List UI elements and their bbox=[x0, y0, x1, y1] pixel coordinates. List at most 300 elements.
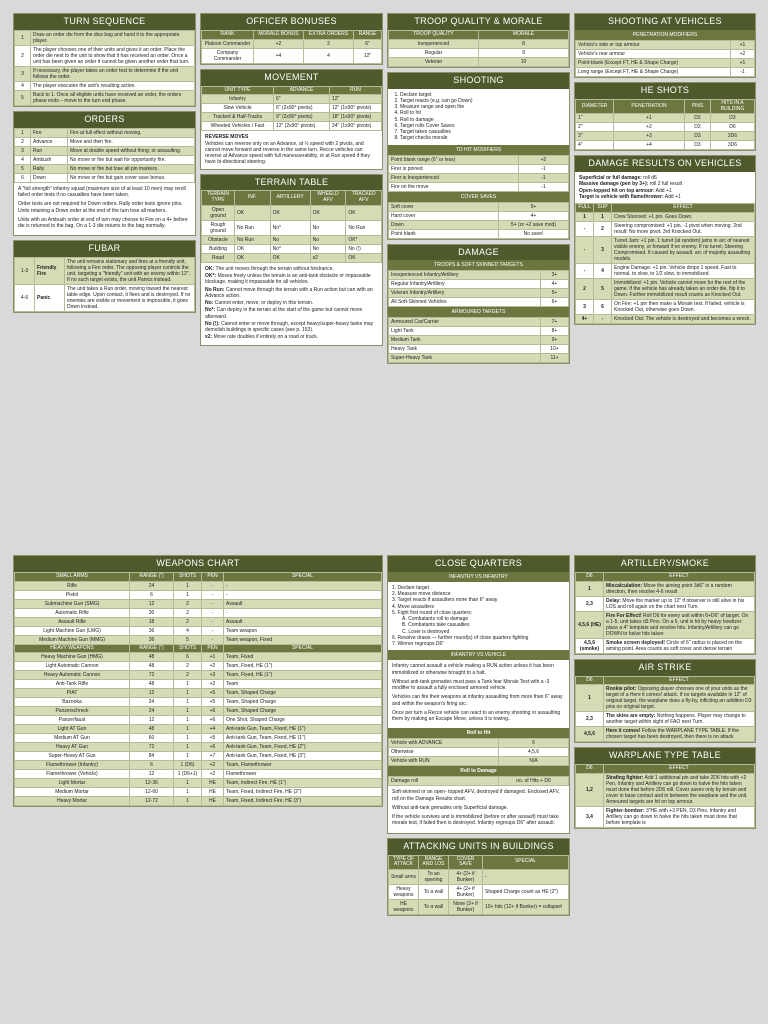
damage-vehicles-panel bbox=[574, 155, 756, 325]
orders-cell: Rally bbox=[31, 164, 68, 173]
close-quarters-step: 4. Move assaulters bbox=[392, 603, 434, 610]
warplane-effect-text: Add 1 additional pin and take 2D6 hits with +2 Pen. Infantry and Artillery can go down to halve the hits taken must done that before 2D6 roll. Cover saves only by terrain and cover in base contact and in between the warplane and the unit. Armoured targets are hit on top armour. bbox=[606, 774, 748, 805]
heavy-weapons-cell: 1 (D6) bbox=[174, 761, 202, 770]
damage-vehicles-cell: 2 bbox=[576, 278, 594, 299]
close-quarters-step: 3. Target reacts if assaulters more than 6" away bbox=[392, 597, 498, 604]
soft-targets-title: TROOPS & SOFT SKINNED TARGETS bbox=[388, 260, 569, 270]
roll-to-damage-paragraph: Without anti-tank grenades only Superficial damage. bbox=[392, 804, 508, 811]
buildings-cell: 10+ hits (12+ if Bunker) = collapse! bbox=[483, 900, 569, 915]
heavy-weapons-cell: 1 bbox=[174, 698, 202, 707]
turn-sequence-row bbox=[15, 45, 195, 66]
damage-vehicles-row bbox=[576, 212, 755, 221]
inf-vs-veh-paragraph: Infantry cannot assault a vehicle making a RUN action unless it has been immobilized or otherwise brought to a halt. bbox=[392, 663, 554, 676]
terrain-note bbox=[205, 273, 378, 286]
terrain-note-text: Moves freely unless the terrain is an anti-tank obstacle or impassable blockage, making it impassable for all vehicles. bbox=[205, 273, 371, 286]
buildings-cell: To a wall bbox=[419, 900, 449, 915]
heavy-weapons-cell: HE bbox=[202, 797, 224, 806]
heavy-weapons-cell: 6 bbox=[174, 653, 202, 662]
soft-target-row bbox=[389, 271, 569, 280]
turn-sequence-title: TURN SEQUENCE bbox=[14, 14, 195, 30]
artillery-die-cell: 1 bbox=[576, 581, 604, 596]
air-strike-effect-text: Follow the WARPLANE TYPE TABLE. If the chosen target has been destroyed, then there is no attack bbox=[606, 728, 739, 741]
damage-vehicles-cell: Engine Damage: +1 pin. Vehicle drops 1 speed. Fast to normal, to slow, to 1/2 slow, to immobilized. bbox=[612, 263, 755, 278]
shooting-step: 6. Target rolls Cover Saves bbox=[400, 123, 565, 129]
warplane-row bbox=[576, 773, 755, 806]
small-arms-header-row bbox=[15, 572, 382, 581]
small-arms-header-cell: SHOTS bbox=[174, 572, 202, 581]
small-arms-cell: 36 bbox=[130, 635, 174, 644]
turn-sequence-row bbox=[15, 66, 195, 81]
small-arms-cell: - bbox=[202, 608, 224, 617]
damage-vehicles-row bbox=[576, 221, 755, 236]
buildings-row bbox=[389, 885, 569, 900]
artillery-header-cell: EFFECT bbox=[604, 572, 755, 581]
officer-cell: Platoon Commander bbox=[202, 39, 254, 48]
small-arms-row bbox=[15, 617, 382, 626]
small-arms-cell: - bbox=[224, 581, 382, 590]
inf-vs-veh-paragraph: Vehicles can fire their weapons at infantry assaulting from more than 6" away and within the weapon's firing arc. bbox=[392, 694, 563, 707]
troop-quality-cell: 9 bbox=[479, 48, 569, 57]
heavy-weapons-cell: Team, Shaped Charge bbox=[224, 698, 382, 707]
warplane-header-row bbox=[576, 765, 755, 774]
movement-row bbox=[202, 122, 382, 131]
heavy-weapons-cell: Panzerfaust bbox=[15, 716, 130, 725]
shooting-step: 2. Target reacts (e.g. can go Down) bbox=[400, 98, 565, 104]
small-arms-cell: Assault bbox=[224, 617, 382, 626]
small-arms-cell: - bbox=[224, 590, 382, 599]
penetration-cell: Long range (Except FT, HE & Shape Charge) bbox=[576, 67, 731, 76]
damage-vehicles-table bbox=[575, 203, 755, 324]
he-shots-header-cell: PINS bbox=[685, 99, 711, 114]
buildings-row bbox=[389, 870, 569, 885]
damage-vehicles-row bbox=[576, 236, 755, 263]
heavy-weapons-cell: One Shot, Shaped Charge bbox=[224, 716, 382, 725]
damage-title: DAMAGE bbox=[388, 245, 569, 261]
to-hit-row bbox=[389, 155, 569, 164]
armoured-target-cell: 10+ bbox=[541, 345, 569, 354]
small-arms-cell: 12 bbox=[130, 599, 174, 608]
small-arms-header-cell: RANGE (") bbox=[130, 572, 174, 581]
heavy-weapons-row bbox=[15, 698, 382, 707]
officer-header-cell: EXTRA ORDERS bbox=[304, 30, 354, 39]
he-shots-cell: 3D6 bbox=[711, 141, 755, 150]
heavy-weapons-header-row bbox=[15, 644, 382, 653]
officer-cell: Company Commander bbox=[202, 48, 254, 63]
small-arms-cell: - bbox=[202, 599, 224, 608]
officer-header-cell: RANGE bbox=[354, 30, 382, 39]
buildings-header-row bbox=[389, 855, 569, 870]
troop-quality-row bbox=[389, 39, 569, 48]
terrain-cell: No (!) bbox=[346, 244, 382, 253]
heavy-weapons-cell: +6 bbox=[202, 716, 224, 725]
small-arms-cell: - bbox=[202, 635, 224, 644]
damage-vehicles-row bbox=[576, 263, 755, 278]
artillery-panel bbox=[574, 555, 756, 655]
movement-cell: Slow Vehicle bbox=[202, 104, 274, 113]
heavy-weapons-cell: +6 bbox=[202, 707, 224, 716]
terrain-note bbox=[205, 307, 378, 320]
heavy-weapons-cell: Medium Mortar bbox=[15, 788, 130, 797]
heavy-weapons-cell: Light AT Gun bbox=[15, 725, 130, 734]
close-quarters-step: A. Combatants roll to damage bbox=[402, 616, 469, 623]
terrain-note bbox=[205, 287, 378, 300]
heavy-weapons-cell: Anti-tank Gun, Team, Fixed, HE (3") bbox=[224, 752, 382, 761]
artillery-effect-text: Roll D6 for every unit within 6+D6" of target. On a 1-5, unit takes d3 Pins. On a 6, unit is hit by heavy howitzer: place a 4" template and resolve hits. Infantry/Artillery can go DOWN to halve hits taken bbox=[606, 612, 749, 637]
troop-quality-row bbox=[389, 48, 569, 57]
air-strike-effect-name: The skies are empty: bbox=[606, 713, 656, 720]
buildings-table bbox=[388, 855, 569, 916]
buildings-cell: Small arms bbox=[389, 870, 419, 885]
heavy-weapons-row bbox=[15, 734, 382, 743]
air-strike-row bbox=[576, 685, 755, 712]
column-artillery bbox=[574, 555, 756, 829]
damage-vehicles-header-row bbox=[576, 204, 755, 213]
terrain-cell: Road bbox=[202, 253, 235, 262]
small-arms-cell: Team weapon, Fixed bbox=[224, 635, 382, 644]
armoured-target-cell: 9+ bbox=[541, 336, 569, 345]
heavy-weapons-cell: 12-60 bbox=[130, 788, 174, 797]
to-hit-row bbox=[389, 182, 569, 191]
shooting-step: 5. Roll to damage bbox=[400, 117, 565, 123]
troop-quality-row bbox=[389, 57, 569, 66]
heavy-weapons-cell: Heavy Automatic Cannon bbox=[15, 671, 130, 680]
he-shots-cell: D6 bbox=[711, 123, 755, 132]
air-strike-effect-text: Opposing player chooses one of your units as the target of a Here it comes! attack. If no targets available in 12" of original target, the warplane does a fly-by, inflicting an addition D3 pins on original target. bbox=[606, 686, 752, 711]
artillery-effect-name: Miscalculation: bbox=[606, 582, 643, 589]
to-hit-cell: Firer is pinned bbox=[389, 164, 519, 173]
to-hit-title: TO HIT MODIFIERS bbox=[388, 145, 569, 155]
fubar-title: FUBAR bbox=[14, 241, 195, 257]
heavy-weapons-cell: Team, Shaped Charge bbox=[224, 707, 382, 716]
warplane-table bbox=[575, 764, 755, 828]
cover-save-row bbox=[389, 202, 569, 211]
damage-vehicles-cell: 5 bbox=[594, 278, 612, 299]
roll-to-hit-row bbox=[389, 757, 569, 766]
troop-quality-cell: Inexperienced bbox=[389, 39, 479, 48]
cover-save-row bbox=[389, 229, 569, 238]
terrain-note-text: Cannot enter, move, or deploy in this terrain. bbox=[214, 300, 314, 307]
terrain-cell: No bbox=[310, 244, 346, 253]
movement-cell: 12" bbox=[330, 95, 382, 104]
close-quarters-step: B. Combatants take casualties bbox=[402, 622, 470, 629]
air-strike-die-cell: 4,5,6 bbox=[576, 727, 604, 742]
armoured-targets-table bbox=[388, 317, 569, 363]
heavy-weapons-cell: 6 bbox=[130, 761, 174, 770]
fubar-cell: 4-6 bbox=[15, 285, 35, 312]
damage-vehicles-intro-key: Target is vehicle with flamethrower: bbox=[579, 193, 664, 200]
artillery-effect-text: Move the aiming point 3d6" in a random direction, then resolve 4-6 result bbox=[606, 582, 732, 595]
terrain-note-key: x2: bbox=[205, 334, 213, 341]
air-strike-effect-name: Here it comes! bbox=[606, 728, 641, 735]
heavy-weapons-cell: Heavy Mortar bbox=[15, 797, 130, 806]
heavy-weapons-cell: 12-36 bbox=[130, 779, 174, 788]
air-strike-effect-cell bbox=[604, 712, 755, 727]
small-arms-cell: 30 bbox=[130, 608, 174, 617]
buildings-cell: Shaped Charge count as HE (2") bbox=[483, 885, 569, 900]
he-shots-header-cell: HITS IN A BUILDING bbox=[711, 99, 755, 114]
heavy-weapons-cell: +3 bbox=[202, 671, 224, 680]
armoured-target-cell: Armoured Car/Carrier bbox=[389, 318, 541, 327]
roll-to-hit-table bbox=[388, 738, 569, 766]
buildings-title: ATTACKING UNITS IN BUILDINGS bbox=[388, 839, 569, 855]
movement-cell: 18" (1x90° pivots) bbox=[330, 113, 382, 122]
heavy-weapons-cell: 48 bbox=[130, 725, 174, 734]
terrain-note-key: No (!): bbox=[205, 320, 220, 327]
heavy-weapons-cell: +4 bbox=[202, 725, 224, 734]
orders-cell: Move and then fire. bbox=[68, 137, 195, 146]
heavy-weapons-row bbox=[15, 653, 382, 662]
small-arms-cell: Pistol bbox=[15, 590, 130, 599]
damage-vehicles-cell: 1 bbox=[594, 212, 612, 221]
damage-vehicles-cell: 3 bbox=[576, 299, 594, 314]
he-shots-row bbox=[576, 132, 755, 141]
small-arms-cell: - bbox=[202, 617, 224, 626]
heavy-weapons-cell: 72 bbox=[130, 743, 174, 752]
roll-to-damage-title: Roll to Damage bbox=[388, 766, 569, 776]
turn-sequence-cell: The player executes the unit's resulting action. bbox=[31, 81, 195, 90]
artillery-effect-cell bbox=[604, 581, 755, 596]
inf-vs-veh-paragraph: Once per turn a Recce vehicle can react to an enemy shooting or assaulting them by making an Escape Move, unless it is towing.. bbox=[392, 709, 561, 723]
heavy-weapons-cell: 24 bbox=[130, 707, 174, 716]
orders-row bbox=[15, 155, 195, 164]
he-shots-table bbox=[575, 99, 755, 151]
weapons-panel bbox=[13, 555, 383, 807]
heavy-weapons-cell: Medium AT Gun bbox=[15, 734, 130, 743]
roll-to-hit-cell: Vehicle with ADVANCE bbox=[389, 739, 499, 748]
movement-table bbox=[201, 86, 382, 132]
artillery-header-row bbox=[576, 572, 755, 581]
column-close-quarters bbox=[387, 555, 570, 916]
damage-vehicles-intro-text: roll d6 bbox=[643, 175, 657, 182]
he-shots-cell: +4 bbox=[614, 141, 685, 150]
officer-cell: +4 bbox=[254, 48, 304, 63]
heavy-weapons-cell: Flamethrower (Infantry) bbox=[15, 761, 130, 770]
shooting-step: 1. Declare target bbox=[400, 92, 565, 98]
movement-header-cell: UNIT TYPE bbox=[202, 86, 274, 95]
penetration-row bbox=[576, 67, 755, 76]
air-strike-effect-cell bbox=[604, 727, 755, 742]
heavy-weapons-cell: 1 bbox=[174, 707, 202, 716]
heavy-weapons-cell: 1 bbox=[174, 725, 202, 734]
armoured-target-row bbox=[389, 318, 569, 327]
damage-vehicles-cell: Steering compromised: +1 pin. -1 pivot when moving. 2nd result: No more pivot. 3rd Knocked Out. bbox=[612, 221, 755, 236]
soft-targets-table bbox=[388, 270, 569, 307]
damage-vehicles-cell: 4+ bbox=[576, 314, 594, 323]
shooting-vehicles-title: SHOOTING AT VEHICLES bbox=[575, 14, 755, 30]
heavy-weapons-cell: Super-Heavy AT Gun bbox=[15, 752, 130, 761]
turn-sequence-table bbox=[14, 30, 195, 106]
terrain-note-text: Cannot enter or move through, except heavy/super-heavy tanks may demolish buildings in specific cases (see p. 153). bbox=[205, 320, 374, 334]
soft-target-cell: All Soft-Skinned Vehicles bbox=[389, 298, 541, 307]
orders-row bbox=[15, 146, 195, 155]
damage-vehicles-header-cell: EFFECT bbox=[612, 204, 755, 213]
armoured-target-cell: Light Tank bbox=[389, 327, 541, 336]
damage-vehicles-cell: Turret Jam: +1 pin. 1 turret (at random) jams in arc of nearest visible enemy, or forward if no enemy. If no turret; Steering Compromised. If caused by assault, arc of majority assaulting models. bbox=[612, 236, 755, 263]
buildings-cell: 4+ (2+ if Bunker) bbox=[449, 885, 483, 900]
damage-vehicles-intro-line bbox=[579, 194, 751, 200]
soft-target-row bbox=[389, 298, 569, 307]
damage-vehicles-cell: 6 bbox=[594, 299, 612, 314]
small-arms-cell: - bbox=[202, 581, 224, 590]
orders-cell: Run bbox=[31, 146, 68, 155]
officer-row bbox=[202, 48, 382, 63]
movement-header-cell: RUN bbox=[330, 86, 382, 95]
heavy-weapons-row bbox=[15, 725, 382, 734]
air-strike-panel bbox=[574, 659, 756, 744]
soft-target-row bbox=[389, 289, 569, 298]
officer-cell: 12" bbox=[354, 48, 382, 63]
terrain-cell: Rough ground bbox=[202, 220, 235, 235]
roll-to-damage-cell: no. of Hits + D6 bbox=[499, 777, 569, 786]
heavy-weapons-cell: 1 bbox=[174, 779, 202, 788]
heavy-weapons-row bbox=[15, 779, 382, 788]
heavy-weapons-cell: Team, Fixed, HE (1") bbox=[224, 662, 382, 671]
artillery-row bbox=[576, 596, 755, 611]
heavy-weapons-cell: +2 bbox=[202, 761, 224, 770]
roll-to-damage-cell: Damage roll bbox=[389, 777, 499, 786]
heavy-weapons-cell: Anti-tank Gun, Team, Fixed, HE (2") bbox=[224, 743, 382, 752]
heavy-weapons-cell: Team, Fixed, Indirect Fire, HE (3") bbox=[224, 797, 382, 806]
artillery-header-cell: D6 bbox=[576, 572, 604, 581]
roll-to-damage-paragraph: If the vehicle survives and is immobilized (before or after assault) must take morale test, if failed then is destroyed. Infantry regroups D6" after assault. bbox=[392, 814, 559, 827]
he-shots-cell: 4" bbox=[576, 141, 614, 150]
damage-vehicles-title: DAMAGE RESULTS ON VEHICLES bbox=[575, 156, 755, 172]
to-hit-cell: Firer is Inexperienced bbox=[389, 173, 519, 182]
reverse-moves-title: REVERSE MOVES bbox=[205, 134, 249, 141]
heavy-weapons-cell: 1 (D6+1) bbox=[174, 770, 202, 779]
shooting-step: 3. Measure range and open fire bbox=[400, 104, 565, 110]
shooting-step: 7. Target takes casualties bbox=[400, 129, 565, 135]
damage-vehicles-cell: 2 bbox=[594, 221, 612, 236]
small-arms-cell: - bbox=[202, 590, 224, 599]
penetration-cell: +1 bbox=[731, 58, 755, 67]
officer-header-cell: RANK bbox=[202, 30, 254, 39]
movement-title: MOVEMENT bbox=[201, 70, 382, 86]
damage-panel bbox=[387, 244, 570, 365]
artillery-row bbox=[576, 611, 755, 638]
shooting-vehicles-panel bbox=[574, 13, 756, 78]
heavy-weapons-cell: 12 bbox=[130, 689, 174, 698]
roll-to-hit-cell: Vehicle with RUN bbox=[389, 757, 499, 766]
heavy-weapons-cell: 1 bbox=[174, 752, 202, 761]
warplane-die-cell: 3,4 bbox=[576, 806, 604, 827]
cover-save-row bbox=[389, 211, 569, 220]
warplane-effect-cell bbox=[604, 773, 755, 806]
heavy-weapons-cell: 2 bbox=[174, 662, 202, 671]
he-shots-header-row bbox=[576, 99, 755, 114]
cover-save-cell: 5+ bbox=[499, 202, 569, 211]
officer-cell: +2 bbox=[254, 39, 304, 48]
heavy-weapons-row bbox=[15, 671, 382, 680]
armoured-target-cell: Super-Heavy Tank bbox=[389, 354, 541, 363]
officer-bonuses-title: OFFICER BONUSES bbox=[201, 14, 382, 30]
heavy-weapons-header-cell: SHOTS bbox=[174, 644, 202, 653]
heavy-weapons-cell: Panzerschreck bbox=[15, 707, 130, 716]
inf-vs-veh-title: INFANTRY VS VEHICLE bbox=[388, 650, 569, 660]
weapons-title: WEAPONS CHART bbox=[14, 556, 382, 572]
orders-note: Units with an Ambush order at end of turn may choose to Fire on a 4+ before die is returned to the bag. On a 1-3 die returns to the bag normally. bbox=[18, 216, 188, 230]
terrain-note-key: OK: bbox=[205, 265, 215, 272]
artillery-table bbox=[575, 572, 755, 654]
heavy-weapons-cell: HE bbox=[202, 779, 224, 788]
air-strike-die-cell: 2,3 bbox=[576, 712, 604, 727]
terrain-cell: No Run bbox=[346, 220, 382, 235]
troop-quality-title: TROOP QUALITY & MORALE bbox=[388, 14, 569, 30]
heavy-weapons-row bbox=[15, 743, 382, 752]
heavy-weapons-cell: Heavy AT Gun bbox=[15, 743, 130, 752]
armoured-targets-title: ARMOURED TARGETS bbox=[388, 307, 569, 317]
orders-cell: 5 bbox=[15, 164, 31, 173]
air-strike-header-row bbox=[576, 676, 755, 685]
terrain-cell: OK* bbox=[346, 235, 382, 244]
heavy-weapons-cell: +5 bbox=[202, 734, 224, 743]
shooting-panel bbox=[387, 72, 570, 240]
turn-sequence-cell: 3 bbox=[15, 66, 31, 81]
armoured-target-cell: 11+ bbox=[541, 354, 569, 363]
terrain-row bbox=[202, 220, 382, 235]
heavy-weapons-cell: 60 bbox=[130, 734, 174, 743]
small-arms-row bbox=[15, 599, 382, 608]
turn-sequence-cell: 5 bbox=[15, 90, 31, 105]
terrain-cell: OK bbox=[270, 205, 310, 220]
to-hit-cell: -1 bbox=[519, 164, 569, 173]
air-strike-effect-name: Rookie pilot: bbox=[606, 686, 637, 693]
terrain-notes bbox=[201, 263, 382, 345]
terrain-row bbox=[202, 235, 382, 244]
terrain-note-key: OK*: bbox=[205, 273, 217, 280]
heavy-weapons-cell: 1 bbox=[174, 689, 202, 698]
roll-to-damage-table bbox=[388, 776, 569, 786]
inf-vs-veh-paragraph: Without anti-tank grenades must pass a Tank fear Morale Test with a -3 modifier to assault a fully enclosed armored vehicle. bbox=[392, 678, 550, 692]
heavy-weapons-cell: +6 bbox=[202, 743, 224, 752]
he-shots-cell: 1" bbox=[576, 114, 614, 123]
he-shots-cell: +2 bbox=[614, 123, 685, 132]
heavy-weapons-cell: Flamethrower (Vehicle) bbox=[15, 770, 130, 779]
warplane-header-cell: EFFECT bbox=[604, 765, 755, 774]
officer-bonuses-panel bbox=[200, 13, 383, 65]
inf-vs-veh-text bbox=[388, 660, 569, 728]
soft-target-cell: 3+ bbox=[541, 271, 569, 280]
terrain-note bbox=[205, 266, 378, 272]
buildings-cell: 4+ (2+ if Bunker) bbox=[449, 870, 483, 885]
damage-vehicles-row bbox=[576, 314, 755, 323]
orders-notes bbox=[14, 183, 195, 236]
terrain-cell: OK bbox=[346, 205, 382, 220]
he-shots-cell: D2 bbox=[685, 114, 711, 123]
buildings-cell: - bbox=[483, 870, 569, 885]
officer-row bbox=[202, 39, 382, 48]
he-shots-cell: D2 bbox=[685, 123, 711, 132]
roll-to-hit-cell: Otherwise bbox=[389, 748, 499, 757]
damage-vehicles-cell: 3 bbox=[594, 236, 612, 263]
to-hit-cell: +2 bbox=[519, 155, 569, 164]
heavy-weapons-cell: Flamethrower bbox=[224, 770, 382, 779]
terrain-note-text: Move rate doubles if entirely on a road or track. bbox=[213, 334, 319, 341]
fubar-cell: Panic bbox=[35, 285, 65, 312]
to-hit-cell: Fire on the move bbox=[389, 182, 519, 191]
terrain-cell: x2 bbox=[310, 253, 346, 262]
warplane-title: WARPLANE TYPE TABLE bbox=[575, 748, 755, 764]
roll-to-damage-paragraph: Soft-skinned or an open- topped AFV, destroyed if damaged. Enclosed AFV, roll on the Damage Results chart. bbox=[392, 789, 560, 802]
movement-cell: 12" (2x90° pivots) bbox=[274, 122, 330, 131]
small-arms-cell: Assault bbox=[224, 599, 382, 608]
officer-cell: 4 bbox=[304, 48, 354, 63]
orders-cell: 4 bbox=[15, 155, 31, 164]
terrain-cell: Building bbox=[202, 244, 235, 253]
soft-target-cell: 4+ bbox=[541, 280, 569, 289]
air-strike-title: AIR STRIKE bbox=[575, 660, 755, 676]
terrain-cell: OK bbox=[310, 205, 346, 220]
